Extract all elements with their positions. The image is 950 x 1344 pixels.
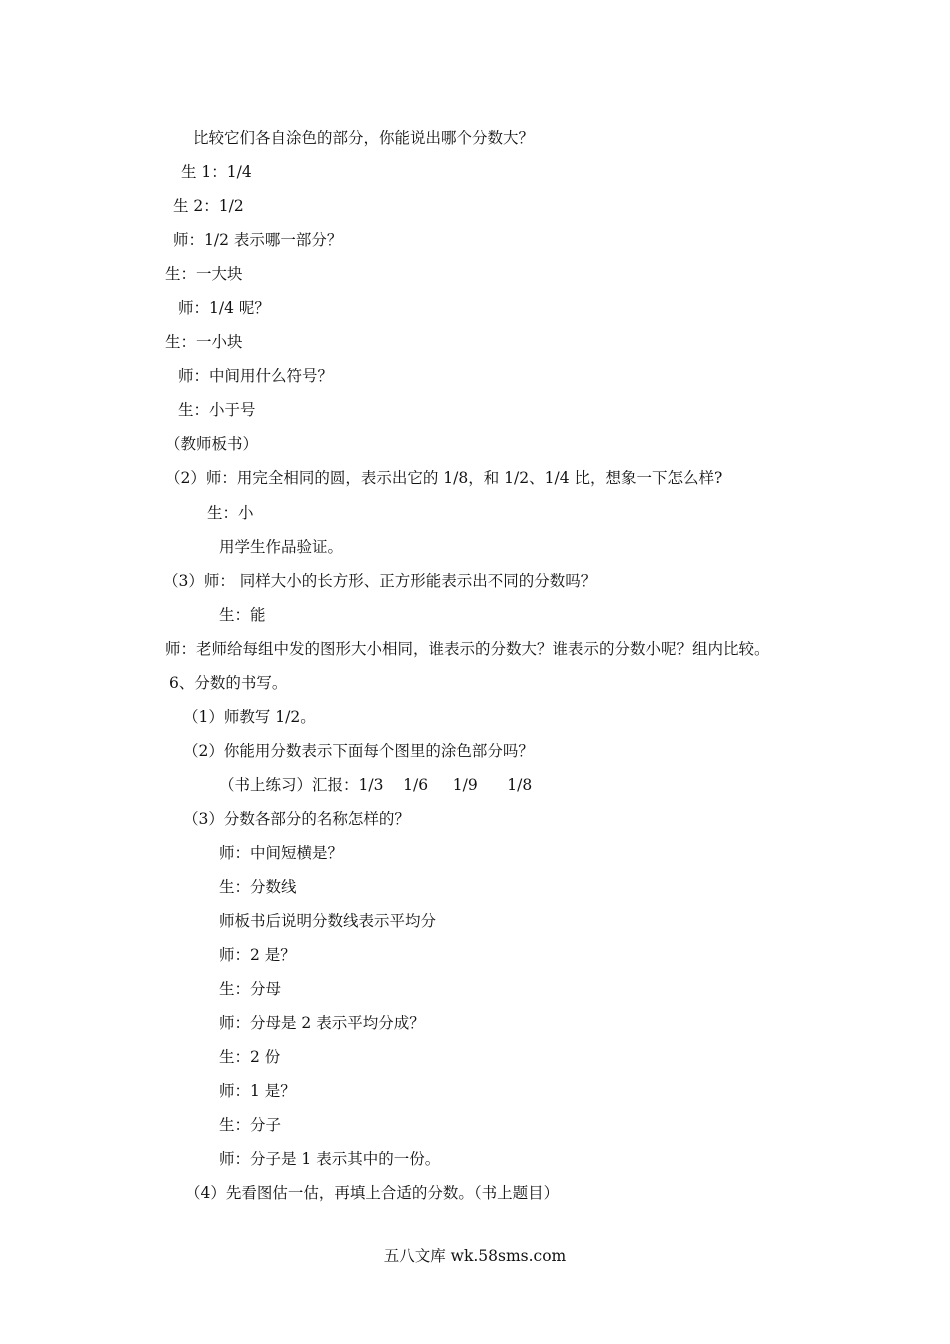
text-line-10: （教师板书） bbox=[165, 435, 259, 453]
text-line-21: （3）分数各部分的名称怎样的？ bbox=[183, 810, 410, 828]
text-line-5: 生：一大块 bbox=[165, 265, 243, 283]
text-line-28: 生：2 份 bbox=[219, 1048, 281, 1066]
text-line-13: 用学生作品验证。 bbox=[219, 538, 344, 556]
text-line-16: 师：老师给每组中发的图形大小相同，谁表示的分数大？谁表示的分数小呢？组内比较。 bbox=[165, 640, 770, 658]
text-line-11: （2）师：用完全相同的圆，表示出它的 1/8，和 1/2、1/4 比，想象一下怎么样? bbox=[165, 469, 723, 487]
text-line-8: 师：中间用什么符号？ bbox=[178, 367, 334, 385]
text-line-19: （2）你能用分数表示下面每个图里的涂色部分吗？ bbox=[183, 742, 534, 760]
text-line-9: 生：小于号 bbox=[178, 401, 256, 419]
text-line-23: 生：分数线 bbox=[219, 878, 297, 896]
text-line-30: 生：分子 bbox=[219, 1116, 282, 1134]
text-line-3: 生 2：1/2 bbox=[173, 197, 244, 215]
text-line-20: （书上练习）汇报：1/3 1/6 1/9 1/8 bbox=[219, 776, 533, 794]
text-line-32: （4）先看图估一估，再填上合适的分数。（书上题目） bbox=[185, 1184, 560, 1202]
text-line-18: （1）师教写 1/2。 bbox=[183, 708, 316, 726]
text-line-6: 师：1/4 呢？ bbox=[178, 299, 270, 317]
text-line-15: 生：能 bbox=[219, 606, 266, 624]
text-line-29: 师：1 是？ bbox=[219, 1082, 296, 1100]
text-line-31: 师：分子是 1 表示其中的一份。 bbox=[219, 1150, 441, 1168]
text-line-1: 比较它们各自涂色的部分，你能说出哪个分数大？ bbox=[193, 129, 535, 147]
text-line-4: 师：1/2 表示哪一部分？ bbox=[173, 231, 343, 249]
text-line-25: 师：2 是？ bbox=[219, 946, 296, 964]
page-footer: 五八文库 wk.58sms.com bbox=[383, 1247, 567, 1265]
text-line-22: 师：中间短横是？ bbox=[219, 844, 344, 862]
text-line-24: 师板书后说明分数线表示平均分 bbox=[219, 912, 437, 930]
text-line-27: 师：分母是 2 表示平均分成？ bbox=[219, 1014, 425, 1032]
text-line-12: 生：小 bbox=[207, 504, 254, 522]
text-line-17: 6、分数的书写。 bbox=[169, 674, 288, 692]
text-line-7: 生：一小块 bbox=[165, 333, 243, 351]
text-line-14: （3）师： 同样大小的长方形、正方形能表示出不同的分数吗？ bbox=[163, 572, 597, 590]
text-line-26: 生：分母 bbox=[219, 980, 282, 998]
text-line-2: 生 1：1/4 bbox=[181, 163, 252, 181]
